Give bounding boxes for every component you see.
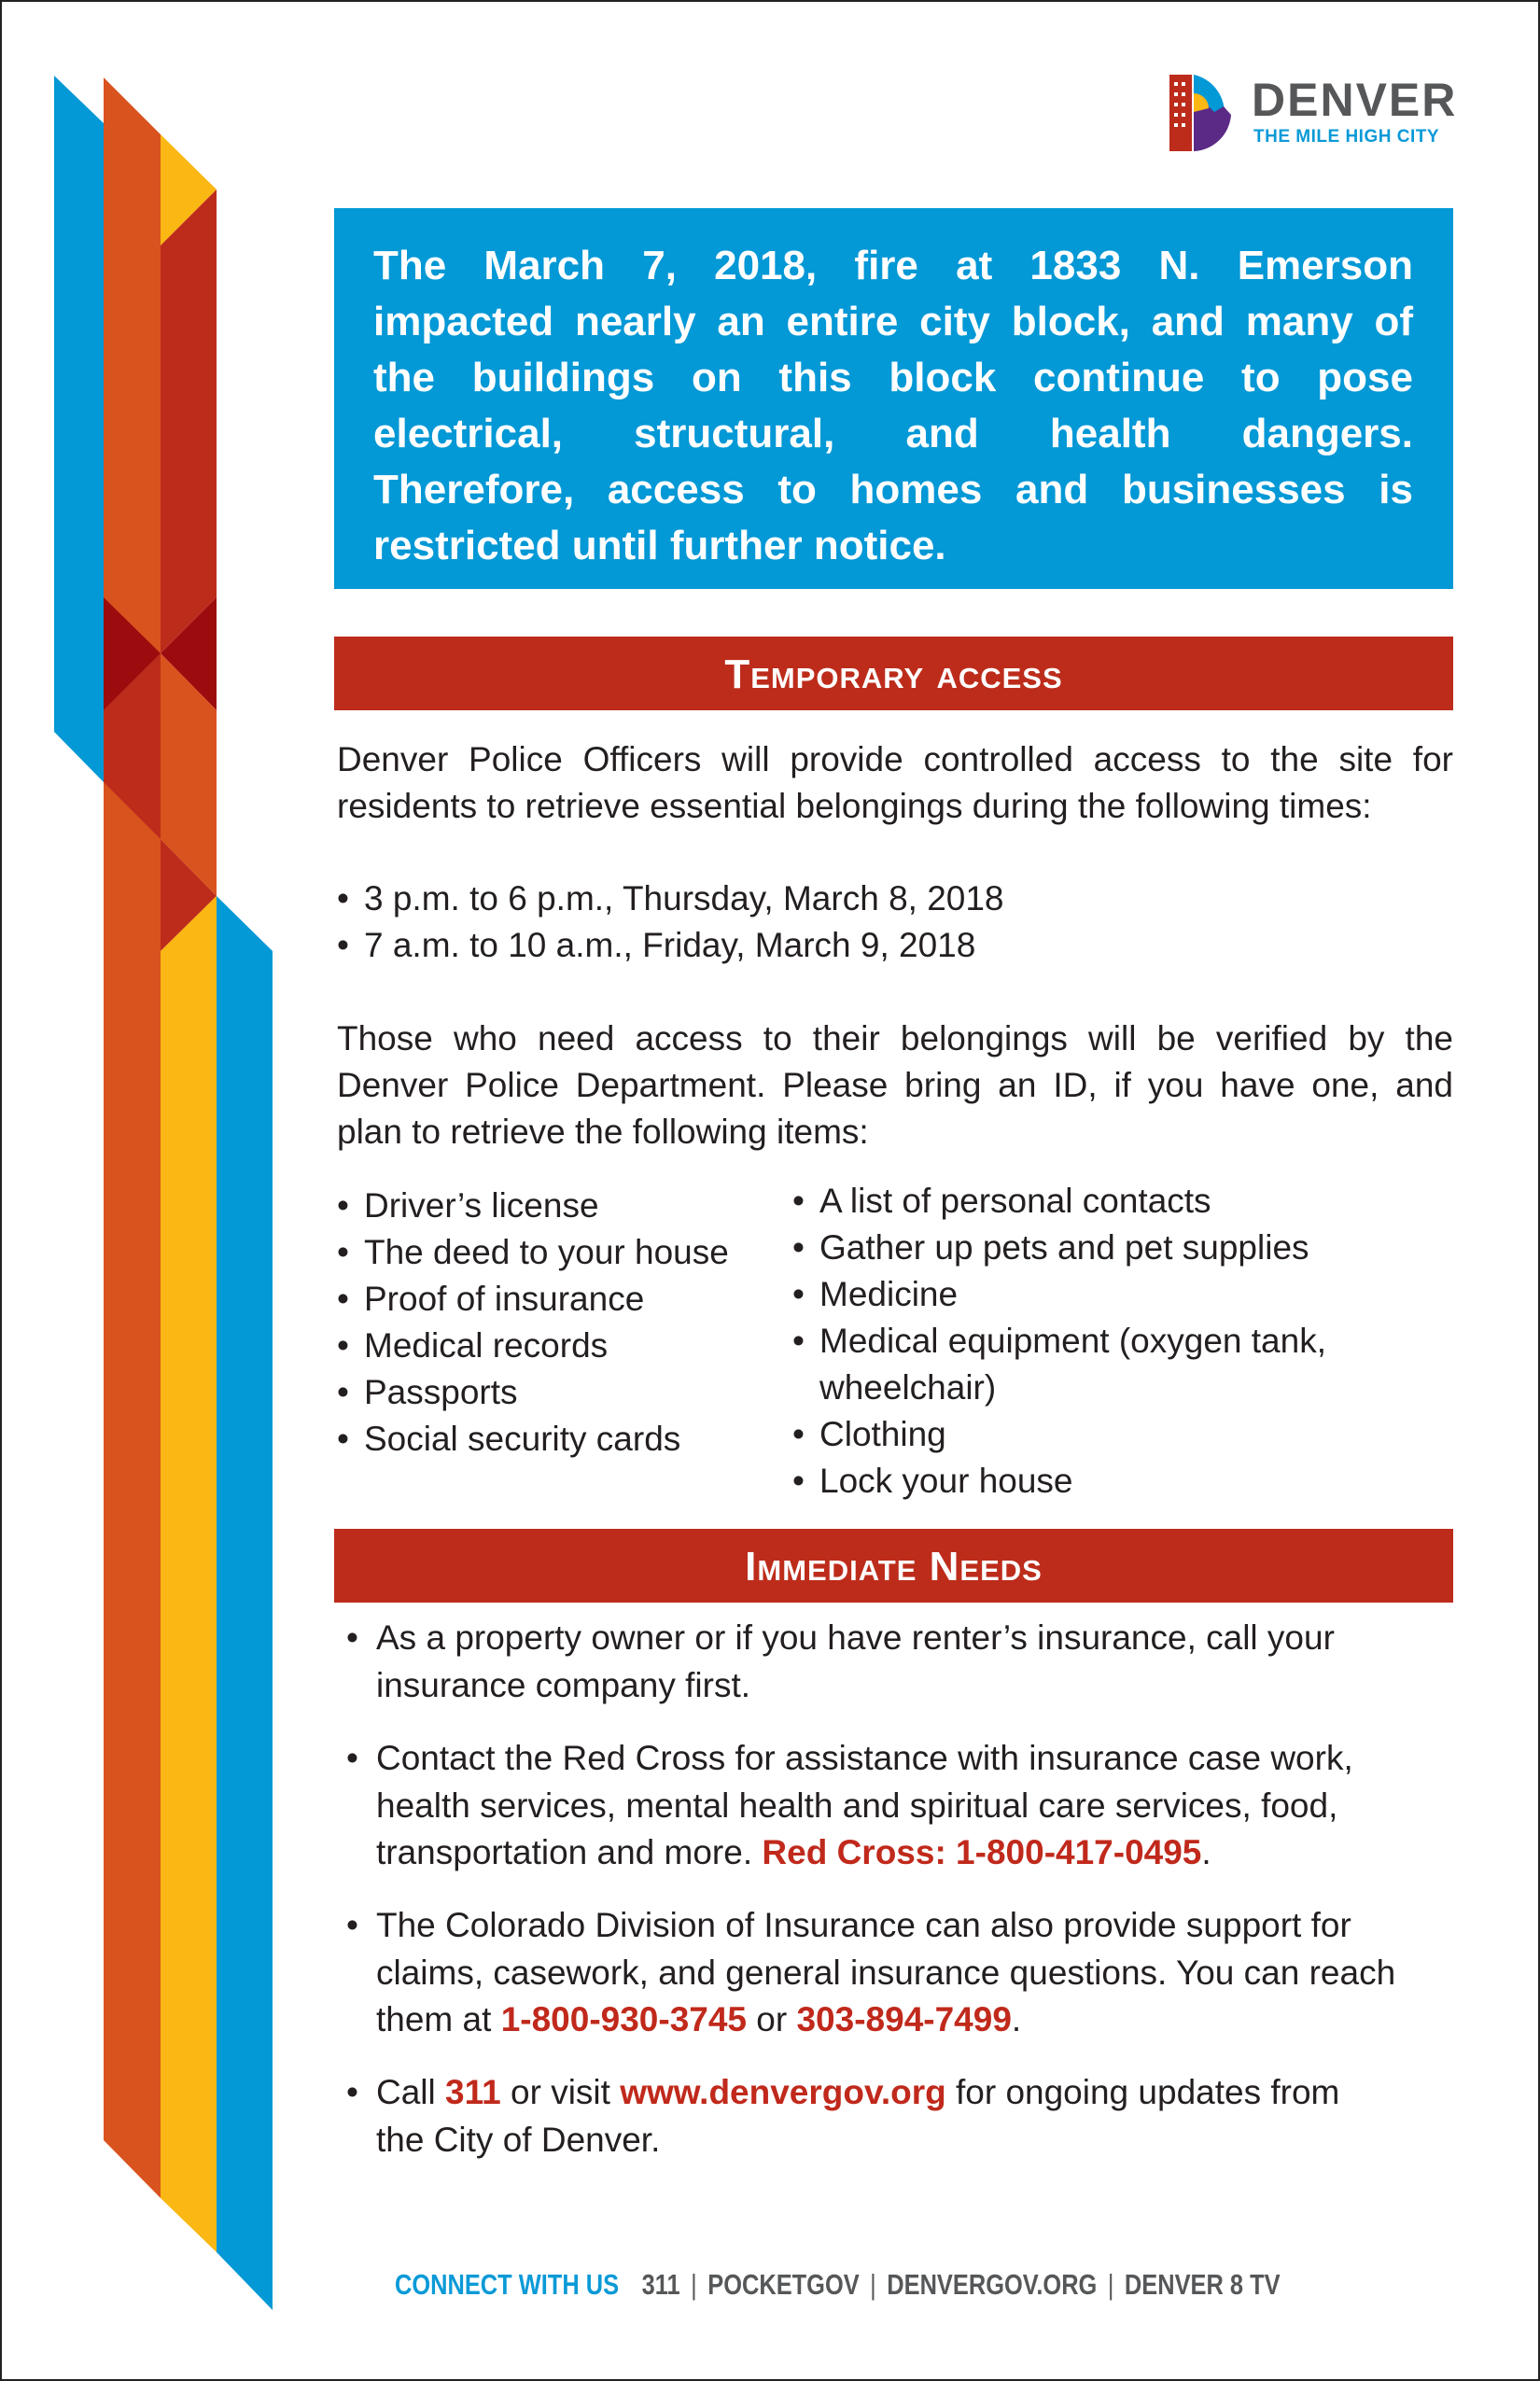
text-line: Denver Police Department. Please bring an ID, if you have one, and <box>337 1066 1453 1104</box>
divider: | <box>691 2268 697 2301</box>
need-city-updates: • Call 311 or visit www.denvergov.org for ongoing updates from the City of Denver. <box>346 2069 1339 2164</box>
access-intro <box>337 736 1453 830</box>
text-line: Denver Police Officers will provide controlled access to the site for <box>337 740 1453 778</box>
immediate-needs-heading: Immediate Needs <box>334 1529 1453 1603</box>
text-line: health services, mental health and spiritual care services, food, <box>376 1786 1338 1825</box>
intro-line: the buildings on this block continue to pose <box>373 355 1413 400</box>
temporary-access-heading: Temporary access <box>334 637 1453 710</box>
intro-line: The March 7, 2018, fire at 1833 N. Emerson <box>373 243 1413 288</box>
text-line: the City of Denver. <box>376 2120 661 2159</box>
footer-link-denvergov[interactable]: DENVERGOV.ORG <box>887 2268 1098 2301</box>
text-line: plan to retrieve the following items: <box>337 1113 869 1151</box>
footer-link-denver8tv[interactable]: DENVER 8 TV <box>1124 2268 1281 2301</box>
logo-wordmark: DENVER <box>1252 74 1458 126</box>
denvergov-link[interactable]: www.denvergov.org <box>620 2073 946 2111</box>
list-item: • Medicine <box>792 1275 959 1313</box>
text-line: insurance company first. <box>376 1665 751 1704</box>
list-item-continued: wheelchair) <box>819 1368 997 1407</box>
text-line: transportation and more. Red Cross: 1-800-417-0495. <box>376 1833 1211 1871</box>
intro-line: electrical, structural, and health dangers. <box>373 411 1413 456</box>
text-line: As a property owner or if you have renter’s insurance, call your <box>376 1618 1335 1657</box>
intro-line: restricted until further notice. <box>373 523 946 568</box>
divider: | <box>870 2268 876 2301</box>
list-item: • 7 a.m. to 10 a.m., Friday, March 9, 2018 <box>337 926 976 964</box>
list-item: • Passports <box>337 1373 518 1411</box>
verification-paragraph <box>337 1015 1453 1155</box>
stripe-blue-right <box>217 896 273 2310</box>
access-times-list <box>337 875 1004 969</box>
text-line: residents to retrieve essential belongings during the following times: <box>337 787 1372 825</box>
items-list-right <box>792 1178 1326 1505</box>
list-item: • Gather up pets and pet supplies <box>792 1228 1309 1267</box>
denver-logo-icon <box>1169 73 1237 153</box>
list-item: • Driver’s license <box>337 1186 599 1225</box>
phone-311[interactable]: 311 <box>445 2073 501 2111</box>
need-insurance: • As a property owner or if you have renter’s insurance, call your insurance company first. <box>346 1615 1335 1709</box>
list-item: • A list of personal contacts <box>792 1182 1211 1220</box>
text-line: Call 311 or visit www.denvergov.org for ongoing updates from <box>376 2073 1340 2111</box>
need-red-cross: • Contact the Red Cross for assistance with insurance case work, health services, mental health and spiritual care services, food, transportation and more. Red Cross: 1-800-417-0495. <box>346 1735 1353 1877</box>
intro-notice <box>334 208 1453 589</box>
intro-line: impacted nearly an entire city block, and many of <box>373 299 1413 344</box>
connect-label: CONNECT WITH US <box>395 2268 620 2301</box>
decorative-stripes <box>0 0 299 2381</box>
logo-tagline: THE MILE HIGH CITY <box>1253 127 1439 147</box>
insurance-phone-1[interactable]: 1-800-930-3745 <box>500 2000 748 2038</box>
text-line: The Colorado Division of Insurance can also provide support for <box>376 1906 1351 1944</box>
stripe-yellow <box>161 896 217 2252</box>
footer-link-311[interactable]: 311 <box>641 2268 680 2301</box>
insurance-phone-2[interactable]: 303-894-7499 <box>796 2000 1012 2038</box>
text-line: them at 1-800-930-3745 or 303-894-7499. <box>376 2000 1022 2038</box>
time-slot: 7 a.m. to 10 a.m., Friday, March 9, 2018 <box>364 926 976 964</box>
stripe-blue-left <box>54 76 104 782</box>
stripe-red <box>161 189 217 653</box>
footer-connect <box>395 2268 1281 2302</box>
list-item: • Social security cards <box>337 1420 681 1458</box>
list-item: • Medical equipment (oxygen tank, <box>792 1322 1326 1360</box>
items-list-left <box>337 1183 729 1463</box>
list-item: • The deed to your house <box>337 1233 729 1271</box>
intro-line: Therefore, access to homes and businesses is <box>373 467 1413 512</box>
list-item: • Clothing <box>792 1415 946 1453</box>
divider: | <box>1107 2268 1114 2301</box>
stripe-orange <box>104 77 161 2198</box>
text-line: claims, casework, and general insurance questions. You can reach <box>376 1953 1396 1992</box>
text-line: Contact the Red Cross for assistance with insurance case work, <box>376 1739 1353 1777</box>
list-item: • 3 p.m. to 6 p.m., Thursday, March 8, 2018 <box>337 879 1004 917</box>
text-line: Those who need access to their belongings will be verified by the <box>337 1019 1453 1057</box>
list-item: • Medical records <box>337 1326 609 1365</box>
list-item: • Lock your house <box>792 1462 1073 1500</box>
footer-link-pocketgov[interactable]: POCKETGOV <box>707 2268 860 2301</box>
time-slot: 3 p.m. to 6 p.m., Thursday, March 8, 2018 <box>364 879 1004 917</box>
denver-logo <box>1169 73 1459 153</box>
red-cross-phone[interactable]: Red Cross: 1-800-417-0495 <box>762 1833 1202 1871</box>
list-item: • Proof of insurance <box>337 1280 645 1318</box>
need-division-of-insurance: • The Colorado Division of Insurance can also provide support for claims, casework, and general insurance questions. You can reach them at 1-800-930-3745 or 303-894-7499. <box>346 1902 1395 2044</box>
